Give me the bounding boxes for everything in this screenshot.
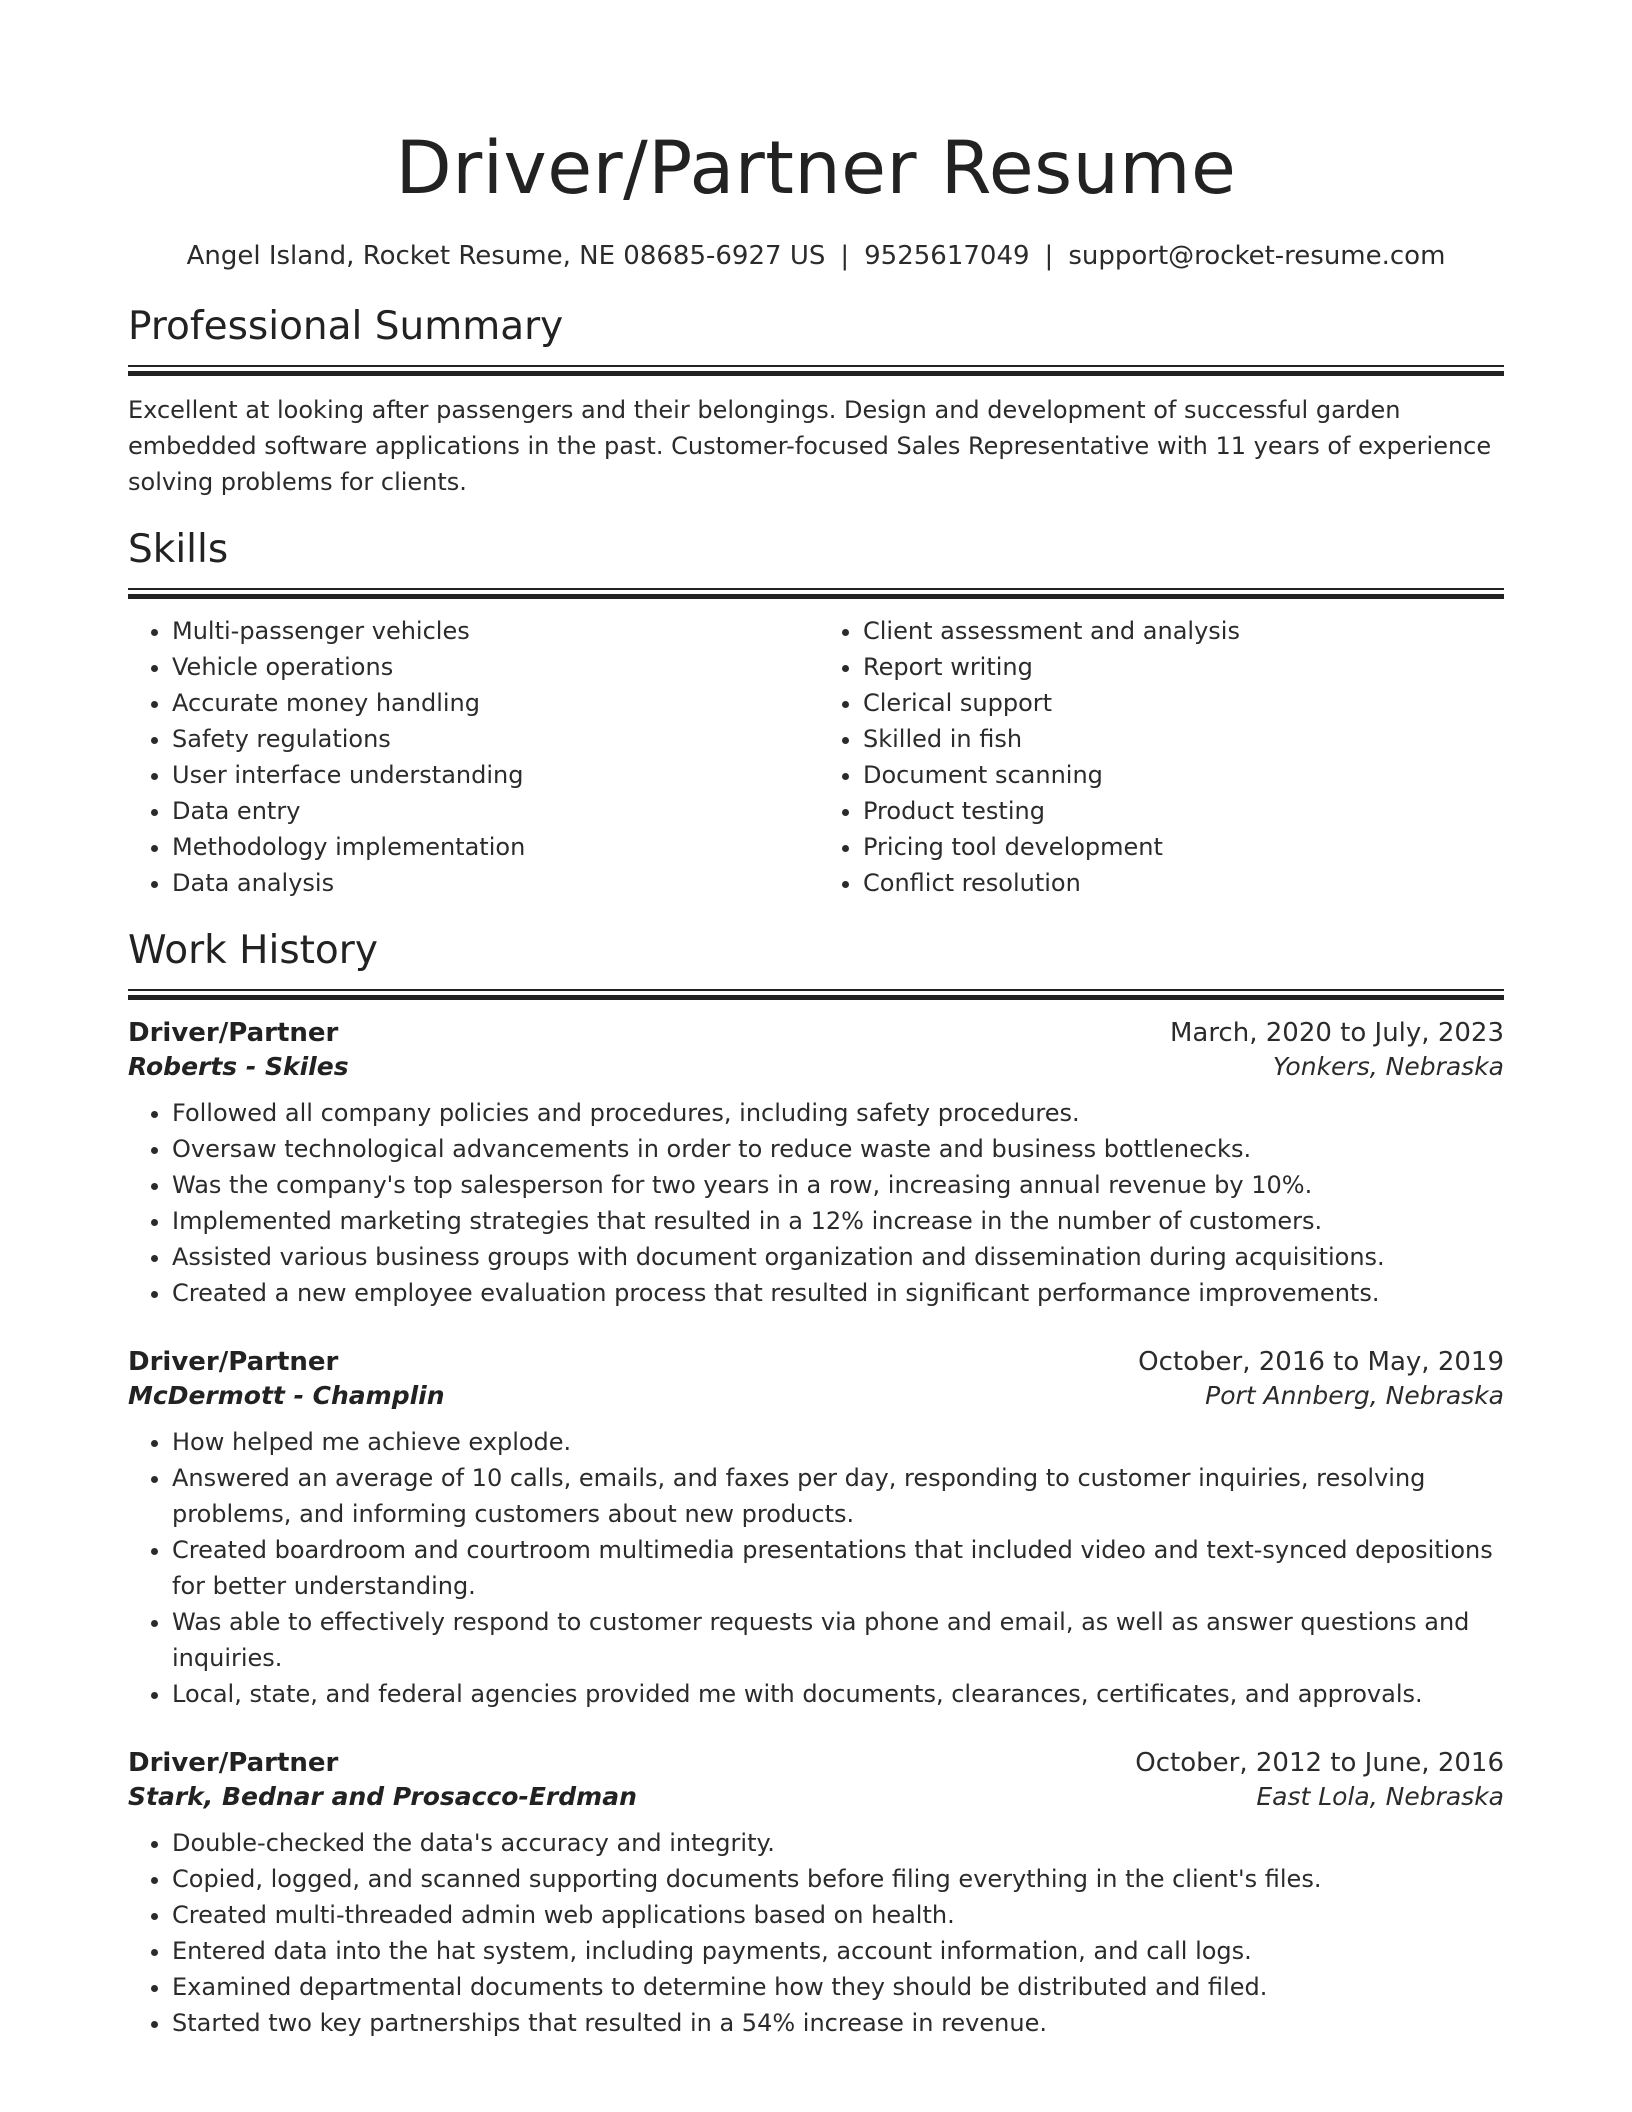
section-divider: [128, 989, 1504, 1000]
section-title-work: Work History: [128, 928, 378, 973]
job-location: Yonkers, Nebraska: [1272, 1052, 1504, 1081]
job-entry: [128, 1347, 1504, 1712]
skills-columns: [128, 613, 1504, 901]
job-bullet: • Double-checked the data's accuracy and integrity.: [172, 1825, 1504, 1861]
job-bullet: • Copied, logged, and scanned supporting documents before filing everything in the client's files.: [172, 1861, 1504, 1897]
job-bullet: • Answered an average of 10 calls, emails, and faxes per day, responding to customer inquiries, resolving problems, and informing customers about new products.: [172, 1460, 1504, 1532]
contact-separator: |: [1044, 241, 1054, 271]
skills-list-left: [128, 613, 813, 901]
contact-separator: |: [840, 241, 850, 271]
job-dates: October, 2016 to May, 2019: [1138, 1347, 1504, 1377]
job-company-row: [128, 1782, 1504, 1811]
job-title: Driver/Partner: [128, 1748, 339, 1778]
job-company-row: [128, 1381, 1504, 1410]
skills-section: [128, 527, 1504, 901]
skill-item: • Conflict resolution: [863, 865, 1504, 901]
section-title-skills: Skills: [128, 527, 229, 572]
contact-line: [128, 241, 1504, 271]
resume-title: Driver/Partner Resume: [395, 126, 1237, 211]
job-bullet: • Assisted various business groups with document organization and dissemination during acquisitions.: [172, 1239, 1504, 1275]
skill-item: • Accurate money handling: [172, 685, 813, 721]
skill-item: • Methodology implementation: [172, 829, 813, 865]
job-bullet: • Started two key partnerships that resulted in a 54% increase in revenue.: [172, 2005, 1504, 2041]
contact-address: Angel Island, Rocket Resume, NE 08685-6927 US: [186, 241, 826, 271]
skill-item: • Data entry: [172, 793, 813, 829]
skill-item: • Document scanning: [863, 757, 1504, 793]
job-company: Roberts - Skiles: [128, 1052, 349, 1081]
skill-item: • Multi-passenger vehicles: [172, 613, 813, 649]
skill-item: • Pricing tool development: [863, 829, 1504, 865]
skill-item: • Report writing: [863, 649, 1504, 685]
skill-item: • Clerical support: [863, 685, 1504, 721]
job-entry: [128, 1748, 1504, 2041]
job-title: Driver/Partner: [128, 1347, 339, 1377]
jobs-list: [128, 1018, 1504, 2041]
skill-item: • Product testing: [863, 793, 1504, 829]
job-bullet: • Was the company's top salesperson for two years in a row, increasing annual revenue by 10%.: [172, 1167, 1504, 1203]
job-bullet: • Examined departmental documents to determine how they should be distributed and filed.: [172, 1969, 1504, 2005]
section-title-summary: Professional Summary: [128, 304, 564, 349]
job-header-row: [128, 1347, 1504, 1377]
job-location: East Lola, Nebraska: [1256, 1782, 1504, 1811]
section-divider: [128, 588, 1504, 599]
job-location: Port Annberg, Nebraska: [1205, 1381, 1504, 1410]
job-dates: October, 2012 to June, 2016: [1135, 1748, 1504, 1778]
summary-section: [128, 304, 1504, 500]
job-bullet: • Created multi-threaded admin web applications based on health.: [172, 1897, 1504, 1933]
job-bullet: • Local, state, and federal agencies provided me with documents, clearances, certificates, and approvals.: [172, 1676, 1504, 1712]
resume-page: [128, 0, 1504, 2041]
job-bullet: • How helped me achieve explode.: [172, 1424, 1504, 1460]
job-title: Driver/Partner: [128, 1018, 339, 1048]
skill-item: • Skilled in fish: [863, 721, 1504, 757]
contact-phone: 9525617049: [864, 241, 1030, 271]
job-company: McDermott - Champlin: [128, 1381, 445, 1410]
skills-list-right: [813, 613, 1504, 901]
job-entry: [128, 1018, 1504, 1311]
job-bullet: • Was able to effectively respond to customer requests via phone and email, as well as answer questions and inquiries.: [172, 1604, 1504, 1676]
job-bullet: • Created a new employee evaluation process that resulted in significant performance improvements.: [172, 1275, 1504, 1311]
skill-item: • Vehicle operations: [172, 649, 813, 685]
job-bullets: [128, 1424, 1504, 1712]
skill-item: • Safety regulations: [172, 721, 813, 757]
job-bullets: [128, 1825, 1504, 2041]
skill-item: • Data analysis: [172, 865, 813, 901]
job-bullet: • Oversaw technological advancements in order to reduce waste and business bottlenecks.: [172, 1131, 1504, 1167]
skill-item: • User interface understanding: [172, 757, 813, 793]
job-bullets: [128, 1095, 1504, 1311]
job-company: Stark, Bednar and Prosacco-Erdman: [128, 1782, 637, 1811]
job-header-row: [128, 1018, 1504, 1048]
job-company-row: [128, 1052, 1504, 1081]
job-header-row: [128, 1748, 1504, 1778]
section-divider: [128, 365, 1504, 376]
skill-item: • Client assessment and analysis: [863, 613, 1504, 649]
job-bullet: • Implemented marketing strategies that resulted in a 12% increase in the number of customers.: [172, 1203, 1504, 1239]
job-dates: March, 2020 to July, 2023: [1169, 1018, 1504, 1048]
job-bullet: • Followed all company policies and procedures, including safety procedures.: [172, 1095, 1504, 1131]
contact-email: support@rocket-resume.com: [1068, 241, 1446, 271]
job-bullet: • Created boardroom and courtroom multimedia presentations that included video and text-synced depositions for better understanding.: [172, 1532, 1504, 1604]
work-section: [128, 928, 1504, 2041]
summary-text: Excellent at looking after passengers and their belongings. Design and development of successful garden embedded software applications in the past. Customer-focused Sales Representative with 11 years of experience solving problems for clients.: [128, 396, 1492, 496]
job-bullet: • Entered data into the hat system, including payments, account information, and call logs.: [172, 1933, 1504, 1969]
